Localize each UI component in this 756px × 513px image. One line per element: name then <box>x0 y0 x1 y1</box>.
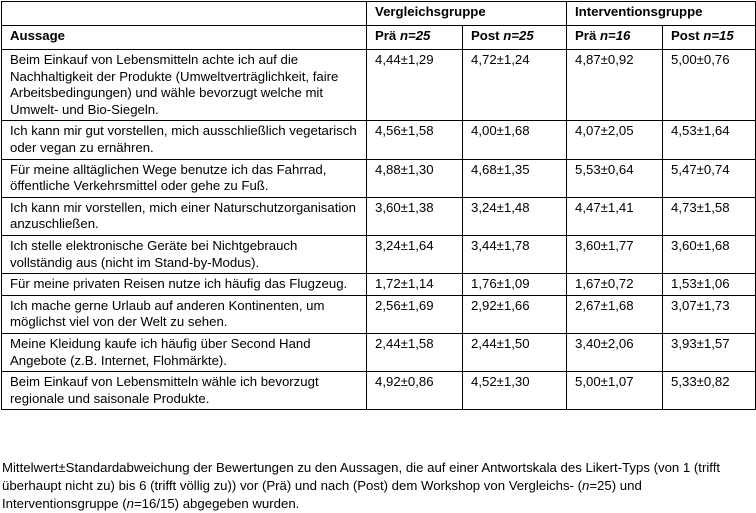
table-row <box>2 121 756 159</box>
caption-n1: n <box>582 478 590 493</box>
value-cell: 1,76±1,09 <box>463 274 567 296</box>
caption-n2: n <box>126 496 134 511</box>
header-v-post-n: n=25 <box>503 28 534 43</box>
value-cell: 4,88±1,30 <box>367 159 463 197</box>
value-cell: 4,52±1,30 <box>463 372 567 410</box>
value-cell: 4,07±2,05 <box>567 121 663 159</box>
header-row-columns <box>2 26 756 50</box>
header-aussage: Aussage <box>2 26 367 50</box>
header-vergleichsgruppe: Vergleichsgruppe <box>367 2 567 26</box>
table-row <box>2 274 756 296</box>
value-cell: 5,00±0,76 <box>663 50 756 121</box>
statement-cell: Meine Kleidung kaufe ich häufig über Second Hand Angebote (z.B. Internet, Flohmärkte). <box>2 333 367 371</box>
header-i-post-n: n=15 <box>703 28 734 43</box>
header-v-pre-label: Prä <box>375 28 400 43</box>
value-cell: 3,07±1,73 <box>663 295 756 333</box>
header-v-post-label: Post <box>471 28 504 43</box>
value-cell: 2,56±1,69 <box>367 295 463 333</box>
value-cell: 5,33±0,82 <box>663 372 756 410</box>
table-row <box>2 159 756 197</box>
table-row <box>2 333 756 371</box>
header-empty-cell <box>2 2 367 26</box>
header-interventionsgruppe: Interventionsgruppe <box>567 2 756 26</box>
table-row <box>2 372 756 410</box>
value-cell: 4,73±1,58 <box>663 197 756 235</box>
header-v-pre <box>367 26 463 50</box>
header-i-pre-label: Prä <box>575 28 600 43</box>
statement-cell: Ich kann mir gut vorstellen, mich ausschließlich vegetarisch oder vegan zu ernähren. <box>2 121 367 159</box>
value-cell: 2,92±1,66 <box>463 295 567 333</box>
value-cell: 4,00±1,68 <box>463 121 567 159</box>
value-cell: 5,47±0,74 <box>663 159 756 197</box>
statement-cell: Beim Einkauf von Lebensmitteln achte ich auf die Nachhaltigkeit der Produkte (Umweltverträglichkeit, faire Arbeitsbedingungen) und wähle bevorzugt welche mit Umwelt- und Bio-Siegeln. <box>2 50 367 121</box>
value-cell: 1,72±1,14 <box>367 274 463 296</box>
value-cell: 2,44±1,58 <box>367 333 463 371</box>
value-cell: 4,56±1,58 <box>367 121 463 159</box>
table-row <box>2 295 756 333</box>
value-cell: 4,72±1,24 <box>463 50 567 121</box>
results-table <box>1 1 756 410</box>
value-cell: 4,44±1,29 <box>367 50 463 121</box>
value-cell: 4,53±1,64 <box>663 121 756 159</box>
header-i-post <box>663 26 756 50</box>
value-cell: 3,24±1,48 <box>463 197 567 235</box>
caption-part2: =25) und Interventionsgruppe ( <box>2 478 642 511</box>
value-cell: 3,93±1,57 <box>663 333 756 371</box>
value-cell: 2,67±1,68 <box>567 295 663 333</box>
table-caption <box>2 459 754 513</box>
statement-cell: Ich kann mir vorstellen, mich einer Naturschutzorganisation anzuschließen. <box>2 197 367 235</box>
statement-cell: Beim Einkauf von Lebensmitteln wähle ich bevorzugt regionale und saisonale Produkte. <box>2 372 367 410</box>
value-cell: 1,53±1,06 <box>663 274 756 296</box>
header-i-post-label: Post <box>671 28 704 43</box>
statement-cell: Für meine privaten Reisen nutze ich häufig das Flugzeug. <box>2 274 367 296</box>
table-row <box>2 197 756 235</box>
header-i-pre-n: n=16 <box>599 28 631 43</box>
value-cell: 3,60±1,77 <box>567 235 663 273</box>
value-cell: 3,24±1,64 <box>367 235 463 273</box>
value-cell: 3,40±2,06 <box>567 333 663 371</box>
statement-cell: Ich mache gerne Urlaub auf anderen Kontinenten, um möglichst viel von der Welt zu sehen. <box>2 295 367 333</box>
table-row <box>2 50 756 121</box>
statement-cell: Ich stelle elektronische Geräte bei Nichtgebrauch vollständig aus (nicht im Stand-by-Modus). <box>2 235 367 273</box>
value-cell: 3,60±1,68 <box>663 235 756 273</box>
value-cell: 4,47±1,41 <box>567 197 663 235</box>
value-cell: 2,44±1,50 <box>463 333 567 371</box>
caption-part3: =16/15) abgegeben wurden. <box>133 496 300 511</box>
header-i-pre <box>567 26 663 50</box>
value-cell: 4,87±0,92 <box>567 50 663 121</box>
statement-cell: Für meine alltäglichen Wege benutze ich das Fahrrad, öffentliche Verkehrsmittel oder gehe zu Fuß. <box>2 159 367 197</box>
header-row-groups <box>2 2 756 26</box>
caption-part1: Mittelwert±Standardabweichung der Bewertungen zu den Aussagen, die auf einer Antwortskala des Likert-Typs (von 1 (trifft überhaupt nicht zu) bis 6 (trifft völlig zu)) vor (Prä) und nach (Post) dem Workshop von Vergleichs- ( <box>2 460 721 493</box>
header-v-post <box>463 26 567 50</box>
header-v-pre-n: n=25 <box>399 28 431 43</box>
value-cell: 5,00±1,07 <box>567 372 663 410</box>
value-cell: 1,67±0,72 <box>567 274 663 296</box>
table-row <box>2 235 756 273</box>
value-cell: 4,92±0,86 <box>367 372 463 410</box>
value-cell: 3,44±1,78 <box>463 235 567 273</box>
value-cell: 5,53±0,64 <box>567 159 663 197</box>
value-cell: 4,68±1,35 <box>463 159 567 197</box>
value-cell: 3,60±1,38 <box>367 197 463 235</box>
